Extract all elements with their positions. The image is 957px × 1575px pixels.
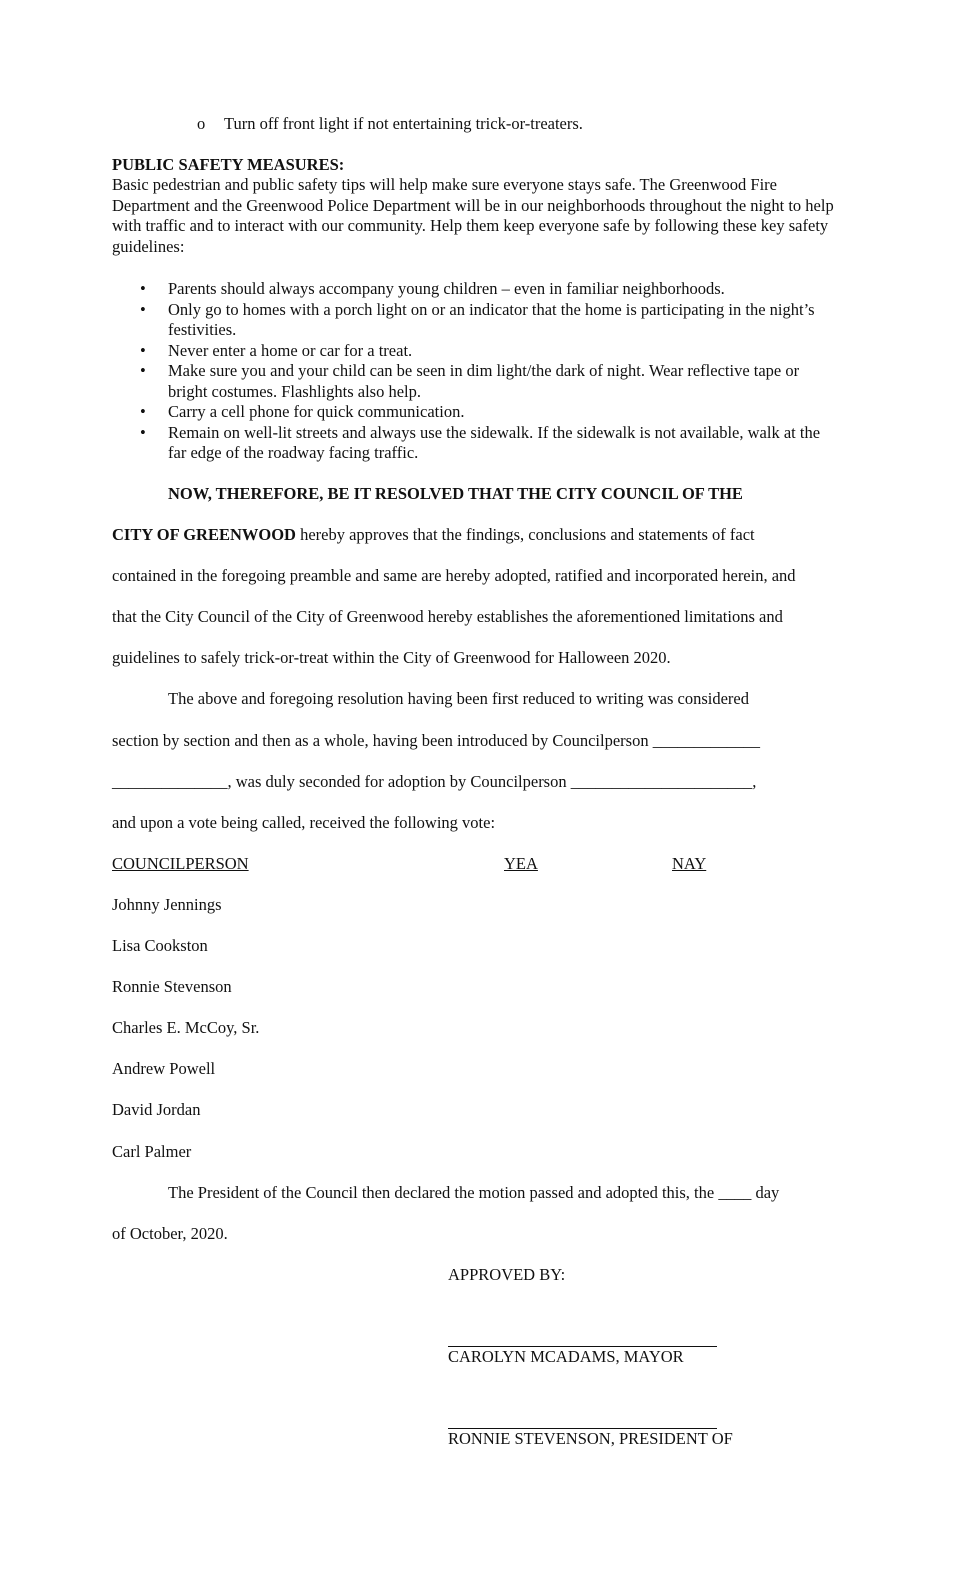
approved-by-label: APPROVED BY: [448, 1265, 566, 1284]
declaration-line-1: The President of the Council then declared the motion passed and adopted this, the ____ day [168, 1183, 780, 1202]
bullet-marker: • [140, 361, 146, 380]
sub-bullet-marker: o [197, 114, 206, 133]
list-item [112, 423, 840, 464]
resolution-line-2-rest: hereby approves that the findings, conclusions and statements of fact [295, 525, 755, 544]
table-row: Carl Palmer [112, 1142, 192, 1161]
resolution-city-name: CITY OF GREENWOOD [112, 525, 296, 544]
resolution-line-1: NOW, THEREFORE, BE IT RESOLVED THAT THE CITY COUNCIL OF THE [168, 484, 743, 503]
table-row: Ronnie Stevenson [112, 977, 232, 996]
bullet-marker: • [140, 422, 146, 442]
table-row: David Jordan [112, 1100, 201, 1119]
president-signature-name: RONNIE STEVENSON, PRESIDENT OF [448, 1429, 733, 1448]
bullet-marker: • [140, 279, 146, 298]
resolution-line-3: contained in the foregoing preamble and same are hereby adopted, ratified and incorporated herein, and [112, 566, 796, 585]
bullet-text: Parents should always accompany young children – even in familiar neighborhoods. [168, 279, 725, 298]
bullet-text: Only go to homes with a porch light on or an indicator that the home is participating in the night’s festivities. [168, 299, 815, 339]
resolution-line-5: guidelines to safely trick-or-treat within the City of Greenwood for Halloween 2020. [112, 648, 671, 667]
adoption-line-1: The above and foregoing resolution having been first reduced to writing was considered [168, 689, 749, 708]
bullet-marker: • [140, 402, 146, 421]
table-row: Lisa Cookston [112, 936, 208, 955]
adoption-line-3: ______________, was duly seconded for adoption by Councilperson ______________________, [112, 772, 757, 791]
declaration-line-2: of October, 2020. [112, 1224, 228, 1243]
safety-bullet-list [112, 279, 840, 464]
public-safety-paragraph: Basic pedestrian and public safety tips will help make sure everyone stays safe. The Greenwood Fire Department and the Greenwood Police Department will be in our neighborhoods throughout the night to help with traffic and to interact with our community. Help them keep everyone safe by following these key safety guidelines: [112, 175, 834, 256]
list-item [112, 279, 840, 300]
adoption-line-2: section by section and then as a whole, having been introduced by Councilperson _____________ [112, 731, 760, 750]
table-row: Johnny Jennings [112, 895, 222, 914]
sub-bullet-text: Turn off front light if not entertaining trick-or-treaters. [224, 114, 583, 133]
resolution-line-2 [112, 525, 755, 545]
bullet-text: Remain on well-lit streets and always use the sidewalk. If the sidewalk is not available, walk at the far edge of the roadway facing traffic. [168, 422, 821, 462]
bullet-text: Never enter a home or car for a treat. [168, 340, 413, 360]
vote-header-nay: NAY [672, 854, 707, 873]
vote-header-councilperson: COUNCILPERSON [112, 854, 249, 873]
public-safety-heading: PUBLIC SAFETY MEASURES: [112, 155, 345, 174]
table-row: Charles E. McCoy, Sr. [112, 1018, 260, 1037]
mayor-signature-name: CAROLYN MCADAMS, MAYOR [448, 1347, 684, 1366]
list-item [112, 361, 840, 402]
adoption-line-4: and upon a vote being called, received the following vote: [112, 813, 496, 832]
bullet-text: Make sure you and your child can be seen in dim light/the dark of night. Wear reflective tape or bright costumes. Flashlights also help. [168, 361, 800, 401]
list-item [112, 341, 840, 362]
list-item [112, 300, 840, 341]
bullet-text: Carry a cell phone for quick communication. [168, 402, 465, 421]
vote-header-yea: YEA [504, 854, 538, 873]
bullet-marker: • [140, 340, 146, 360]
table-row: Andrew Powell [112, 1059, 216, 1078]
resolution-line-4: that the City Council of the City of Greenwood hereby establishes the aforementioned limitations and [112, 607, 783, 626]
list-item [112, 402, 840, 423]
bullet-marker: • [140, 299, 146, 319]
